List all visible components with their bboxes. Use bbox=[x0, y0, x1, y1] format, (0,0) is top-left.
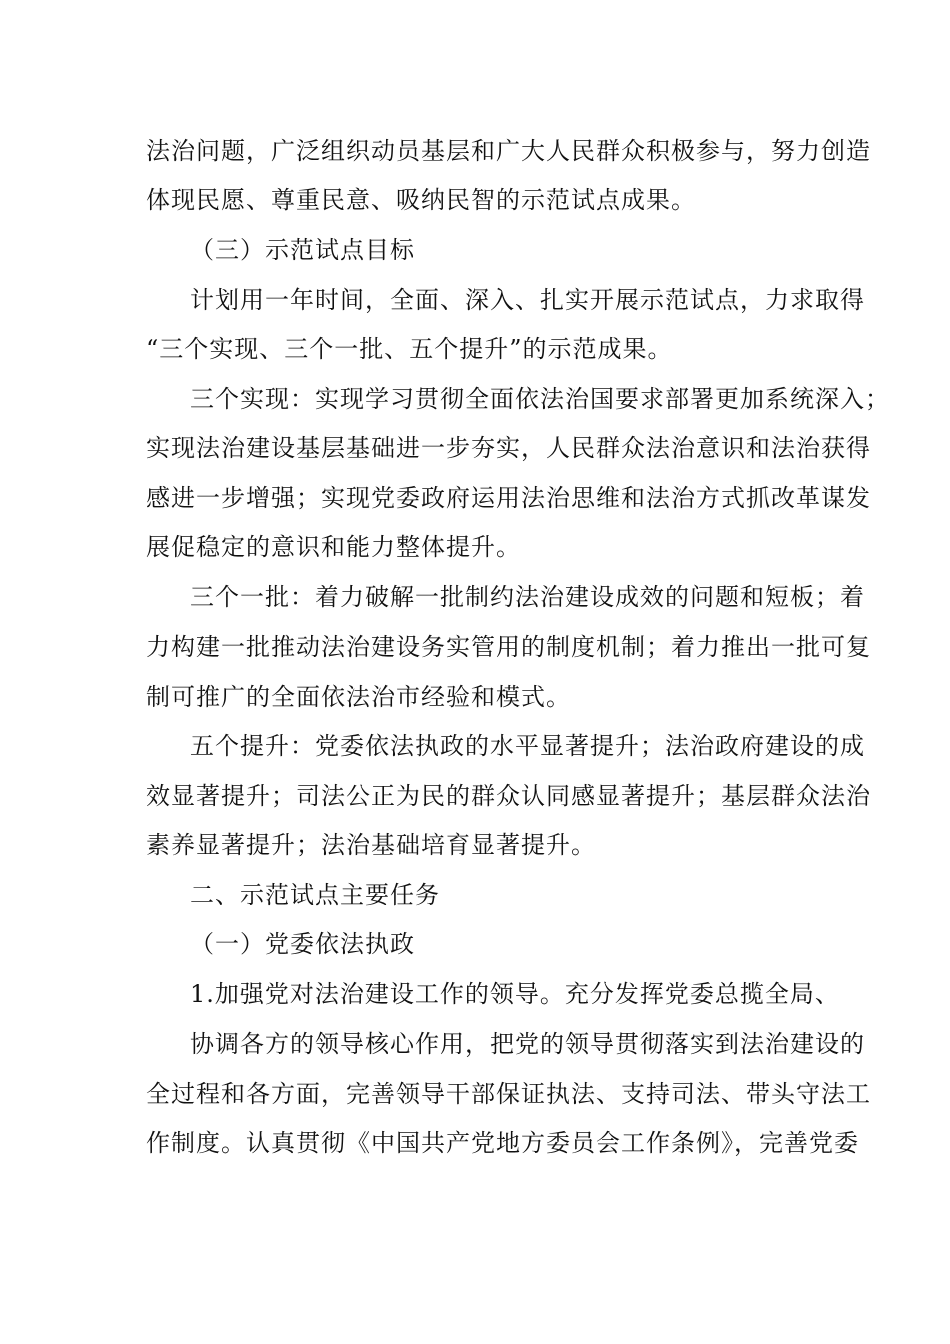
paragraph-goal-line-2: “三个实现、三个一批、五个提升”的示范成果。 bbox=[146, 335, 673, 363]
subsection-heading-1: （一）党委依法执政 bbox=[190, 930, 415, 958]
paragraph-three-batches-line-3: 制可推广的全面依法治市经验和模式。 bbox=[146, 683, 571, 711]
paragraph-leadership-line-1: 1.加强党对法治建设工作的领导。充分发挥党委总揽全局、 bbox=[190, 980, 840, 1008]
paragraph-leadership-line-2: 协调各方的领导核心作用，把党的领导贯彻落实到法治建设的 bbox=[190, 1030, 865, 1058]
paragraph-three-realizations-line-4: 展促稳定的意识和能力整体提升。 bbox=[146, 533, 521, 561]
paragraph-three-realizations-line-2: 实现法治建设基层基础进一步夯实，人民群众法治意识和法治获得 bbox=[146, 434, 871, 462]
body-line-2: 体现民愿、尊重民意、吸纳民智的示范试点成果。 bbox=[146, 186, 696, 214]
paragraph-leadership-line-3: 全过程和各方面，完善领导干部保证执法、支持司法、带头守法工 bbox=[146, 1080, 871, 1108]
paragraph-three-realizations-line-3: 感进一步增强；实现党委政府运用法治思维和法治方式抓改革谋发 bbox=[146, 484, 871, 512]
paragraph-goal-line-1: 计划用一年时间，全面、深入、扎实开展示范试点，力求取得 bbox=[190, 286, 865, 314]
body-line-1: 法治问题，广泛组织动员基层和广大人民群众积极参与，努力创造 bbox=[146, 137, 871, 165]
paragraph-three-batches-line-2: 力构建一批推动法治建设务实管用的制度机制；着力推出一批可复 bbox=[146, 633, 871, 661]
section-heading-3: （三）示范试点目标 bbox=[190, 236, 415, 264]
paragraph-three-realizations-line-1: 三个实现：实现学习贯彻全面依法治国要求部署更加系统深入； bbox=[190, 385, 890, 413]
section-heading-main-tasks: 二、示范试点主要任务 bbox=[190, 881, 440, 909]
paragraph-five-improvements-line-3: 素养显著提升；法治基础培育显著提升。 bbox=[146, 831, 596, 859]
paragraph-leadership-line-4: 作制度。认真贯彻《中国共产党地方委员会工作条例》，完善党委 bbox=[146, 1129, 859, 1157]
paragraph-three-batches-line-1: 三个一批：着力破解一批制约法治建设成效的问题和短板；着 bbox=[190, 583, 865, 611]
paragraph-five-improvements-line-1: 五个提升：党委依法执政的水平显著提升；法治政府建设的成 bbox=[190, 732, 865, 760]
paragraph-five-improvements-line-2: 效显著提升；司法公正为民的群众认同感显著提升；基层群众法治 bbox=[146, 782, 871, 810]
